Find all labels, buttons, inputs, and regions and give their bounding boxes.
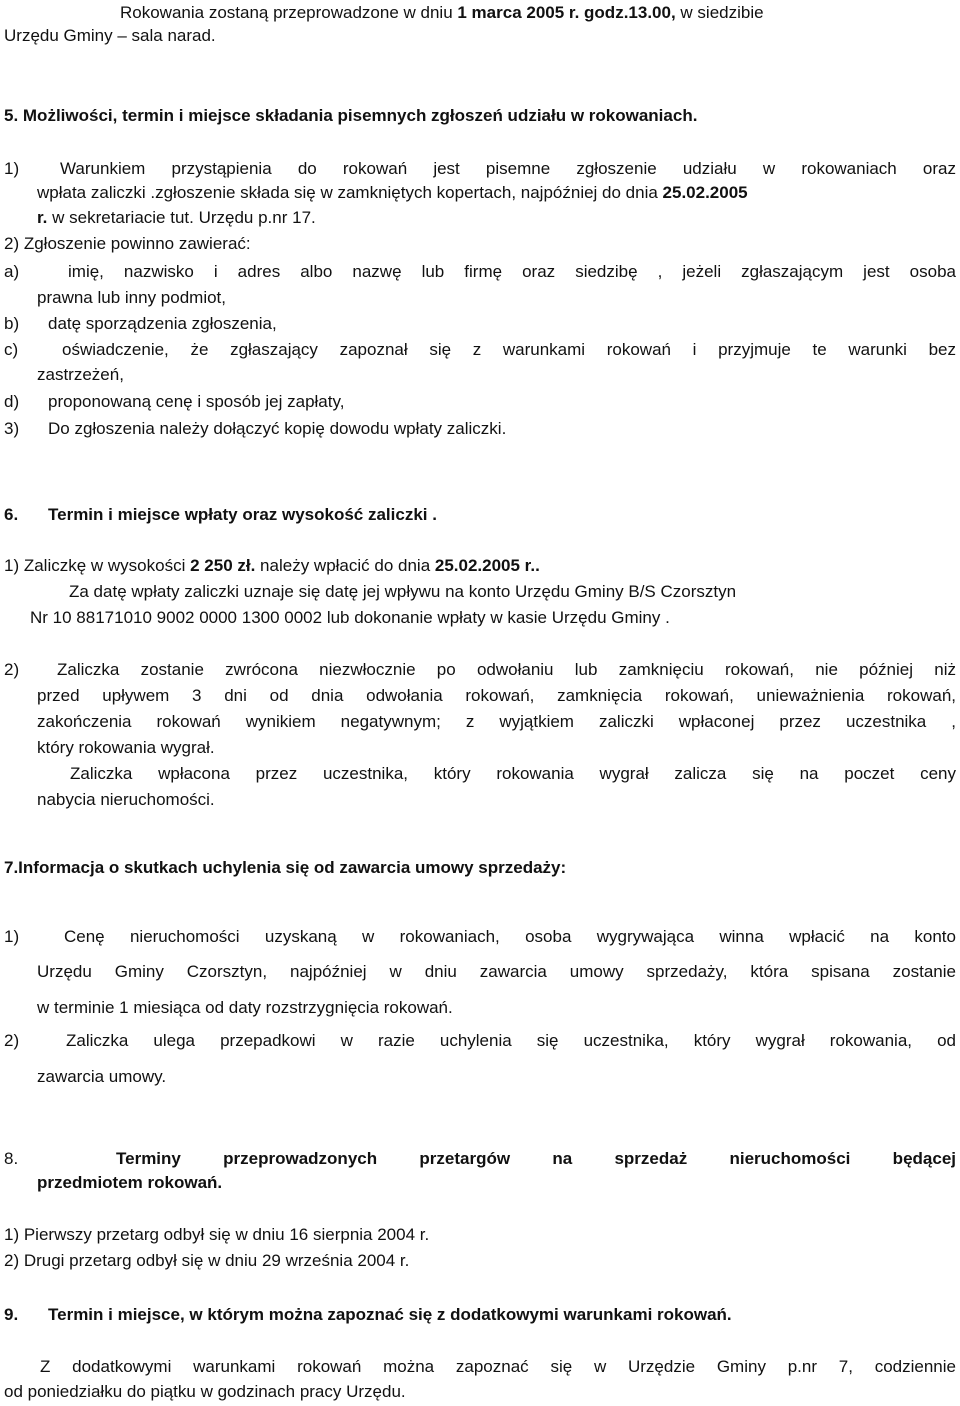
s5-p1-number: 1) bbox=[4, 159, 20, 178]
s5-b-text: datę sporządzenia zgłoszenia, bbox=[48, 314, 277, 333]
s6-p1-text-mid: należy wpłacić do dnia bbox=[255, 556, 435, 575]
section-5-heading: 5. Możliwości, termin i miejsce składania pisemnych zgłoszeń udziału w rokowaniach. bbox=[4, 106, 698, 125]
s6-p2-line-2: przed upływem 3 dni od dnia odwołania rokowań, zamknięcia rokowań, unieważnienia rokowań, bbox=[37, 686, 956, 705]
s6-p2-number: 2) bbox=[4, 660, 20, 679]
s5-p1-line-2 bbox=[37, 182, 748, 204]
s6-p2-line-4: który rokowania wygrał. bbox=[37, 738, 215, 757]
s6-p2-line-6: nabycia nieruchomości. bbox=[37, 790, 215, 809]
s9-line-1: Z dodatkowymi warunkami rokowań można zapoznać się w Urzędzie Gminy p.nr 7, codziennie bbox=[40, 1357, 956, 1376]
s7-p2-number: 2) bbox=[4, 1031, 20, 1050]
s5-a-number: a) bbox=[4, 262, 20, 281]
intro-text: Rokowania zostaną przeprowadzone w dniu bbox=[120, 3, 458, 22]
s7-p1-line-3: w terminie 1 miesiąca od daty rozstrzygnięcia rokowań. bbox=[37, 998, 453, 1017]
s5-a-line-1: imię, nazwisko i adres albo nazwę lub firmę oraz siedzibę , jeżeli zgłaszającym jest osoba bbox=[68, 262, 956, 281]
s5-p1-line-3-text: w sekretariacie tut. Urzędu p.nr 17. bbox=[47, 208, 316, 227]
s5-a-line-2: prawna lub inny podmiot, bbox=[37, 288, 227, 307]
s9-line-2: od poniedziałku do piątku w godzinach pracy Urzędu. bbox=[4, 1382, 406, 1401]
s6-p2-line-5: Zaliczka wpłacona przez uczestnika, który rokowania wygrał zalicza się na poczet ceny bbox=[70, 764, 956, 783]
s5-d-number: d) bbox=[4, 392, 20, 411]
s5-p2: 2) Zgłoszenie powinno zawierać: bbox=[4, 234, 251, 253]
s7-p1-line-1: Cenę nieruchomości uzyskaną w rokowaniach, osoba wygrywająca winna wpłacić na konto bbox=[64, 927, 956, 946]
intro-line-1 bbox=[120, 2, 764, 24]
s6-p1-line-2: Za datę wpłaty zaliczki uznaje się datę jej wpływu na konto Urzędu Gminy B/S Czorsztyn bbox=[69, 582, 737, 601]
s5-p1-line-2-text: wpłata zaliczki .zgłoszenie składa się w zamkniętych kopertach, najpóźniej do dnia bbox=[37, 183, 663, 202]
section-7-heading: 7.Informacja o skutkach uchylenia się od zawarcia umowy sprzedaży: bbox=[4, 858, 567, 877]
section-8-heading-line-1: Terminy przeprowadzonych przetargów na sprzedaż nieruchomości będącej bbox=[116, 1149, 956, 1168]
section-9-number: 9. bbox=[4, 1305, 19, 1324]
s5-p3-number: 3) bbox=[4, 419, 20, 438]
section-6-heading: Termin i miejsce wpłaty oraz wysokość zaliczki . bbox=[48, 505, 437, 524]
s7-p2-line-1: Zaliczka ulega przepadkowi w razie uchylenia się uczestnika, który wygrał rokowania, od bbox=[66, 1031, 956, 1050]
s5-deadline-year-bold: r. bbox=[37, 208, 48, 227]
intro-line-2: Urzędu Gminy – sala narad. bbox=[4, 26, 216, 45]
s6-amount-bold: 2 250 zł. bbox=[190, 556, 256, 575]
s6-p2-line-3: zakończenia rokowań wynikiem negatywnym; z wyjątkiem zaliczki wpłaconej przez uczestnika , bbox=[37, 712, 956, 731]
s6-p1-text: 1) Zaliczkę w wysokości bbox=[4, 556, 191, 575]
s6-p1-line-1 bbox=[4, 555, 540, 577]
s6-deadline-bold: 25.02.2005 r.. bbox=[434, 556, 540, 575]
s6-p2-line-1: Zaliczka zostanie zwrócona niezwłocznie po odwołaniu lub zamknięciu rokowań, nie później niż bbox=[57, 660, 956, 679]
s5-c-line-2: zastrzeżeń, bbox=[37, 365, 124, 384]
s5-b-number: b) bbox=[4, 314, 20, 333]
s6-p1-line-3: Nr 10 88171010 9002 0000 1300 0002 lub dokonanie wpłaty w kasie Urzędu Gminy . bbox=[30, 608, 670, 627]
s7-p1-line-2: Urzędu Gminy Czorsztyn, najpóźniej w dniu zawarcia umowy sprzedaży, która spisana zostanie bbox=[37, 962, 956, 981]
s5-c-number: c) bbox=[4, 340, 19, 359]
section-6-number: 6. bbox=[4, 505, 19, 524]
s8-p2: 2) Drugi przetarg odbył się w dniu 29 września 2004 r. bbox=[4, 1251, 410, 1270]
s5-p1-line-1: Warunkiem przystąpienia do rokowań jest pisemne zgłoszenie udziału w rokowaniach oraz bbox=[60, 159, 956, 178]
section-8-number: 8. bbox=[4, 1149, 19, 1168]
s5-deadline-bold: 25.02.2005 bbox=[662, 183, 748, 202]
s7-p1-number: 1) bbox=[4, 927, 20, 946]
intro-text-end: w siedzibie bbox=[675, 3, 764, 22]
s5-p1-line-3 bbox=[37, 207, 316, 229]
intro-date-bold: 1 marca 2005 r. godz.13.00, bbox=[457, 3, 676, 22]
s8-p1: 1) Pierwszy przetarg odbył się w dniu 16 sierpnia 2004 r. bbox=[4, 1225, 430, 1244]
section-9-heading: Termin i miejsce, w którym można zapoznać się z dodatkowymi warunkami rokowań. bbox=[48, 1305, 732, 1324]
s5-p3-text: Do zgłoszenia należy dołączyć kopię dowodu wpłaty zaliczki. bbox=[48, 419, 507, 438]
section-8-heading-line-2: przedmiotem rokowań. bbox=[37, 1173, 223, 1192]
s5-d-text: proponowaną cenę i sposób jej zapłaty, bbox=[48, 392, 345, 411]
s5-c-line-1: oświadczenie, że zgłaszający zapoznał się z warunkami rokowań i przyjmuje te warunki bez bbox=[62, 340, 956, 359]
s7-p2-line-2: zawarcia umowy. bbox=[37, 1067, 167, 1086]
